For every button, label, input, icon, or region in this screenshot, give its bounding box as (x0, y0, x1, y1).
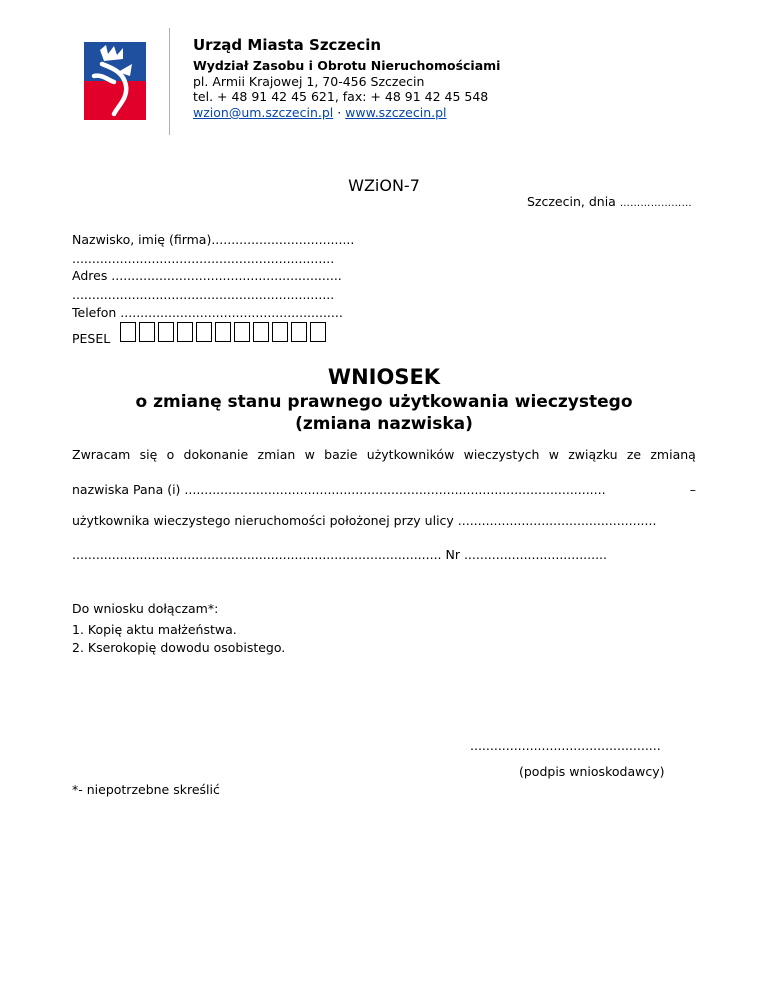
website-link[interactable]: www.szczecin.pl (345, 105, 447, 120)
body-word: Zwracam (72, 447, 131, 462)
org-contact-links (193, 105, 447, 120)
pesel-digit-box[interactable] (234, 322, 250, 342)
header-divider (169, 28, 170, 135)
address-field: Adres .......................................................... (72, 268, 342, 283)
signature-line: ................................................ (470, 738, 661, 753)
org-name: Urząd Miasta Szczecin (193, 36, 382, 54)
pesel-digit-box[interactable] (158, 322, 174, 342)
pesel-label: PESEL (72, 331, 111, 346)
body-line-2 (72, 482, 696, 497)
body-word: wieczystych (463, 447, 540, 462)
form-code: WZiON-7 (348, 176, 420, 195)
pesel-digit-box[interactable] (196, 322, 212, 342)
pesel-digit-box[interactable] (291, 322, 307, 342)
pesel-digit-box[interactable] (310, 322, 326, 342)
email-link[interactable]: wzion@um.szczecin.pl (193, 105, 334, 120)
signature-label: (podpis wnioskodawcy) (519, 764, 665, 779)
body-line-3: użytkownika wieczystego nieruchomości położonej przy ulicy .................................................. (72, 513, 657, 528)
org-address: pl. Armii Krajowej 1, 70-456 Szczecin (193, 74, 425, 89)
body-word: o (166, 447, 175, 462)
attachment-item: 1. Kopię aktu małżeństwa. (72, 622, 237, 637)
body-word: w (304, 447, 315, 462)
pesel-digit-box[interactable] (272, 322, 288, 342)
pesel-digit-box[interactable] (177, 322, 193, 342)
body-line-4: ............................................................................................. Nr .................................... (72, 547, 608, 562)
body-line-1 (72, 447, 696, 462)
body-word: w (548, 447, 559, 462)
org-phone-fax: tel. + 48 91 42 45 621, fax: + 48 91 42 45 548 (193, 89, 489, 104)
document-title: WNIOSEK (327, 365, 441, 389)
name-field-continuation: .................................................................. (72, 251, 335, 266)
body-word: się (139, 447, 158, 462)
pesel-digit-box[interactable] (253, 322, 269, 342)
body-word: zmian (257, 447, 296, 462)
body-word: zmianą (650, 447, 696, 462)
pesel-boxes (120, 322, 326, 342)
body-word: ze (626, 447, 642, 462)
body-word: związku (568, 447, 618, 462)
date-dots: ………………… (619, 198, 692, 209)
pesel-digit-box[interactable] (120, 322, 136, 342)
phone-field: Telefon ........................................................ (72, 305, 343, 320)
body-word: dokonanie (183, 447, 249, 462)
attachment-item: 2. Kserokopię dowodu osobistego. (72, 640, 286, 655)
department-name: Wydział Zasobu i Obrotu Nieruchomościami (193, 58, 501, 73)
document-subtitle-2: (zmiana nazwiska) (295, 414, 473, 434)
body-word: użytkowników (366, 447, 455, 462)
link-separator: · (333, 105, 346, 120)
pesel-digit-box[interactable] (215, 322, 231, 342)
name-field: Nazwisko, imię (firma).................................... (72, 232, 355, 247)
address-field-continuation: .................................................................. (72, 287, 335, 302)
date-field (527, 194, 692, 209)
date-label: Szczecin, dnia (527, 194, 620, 209)
footnote: *- niepotrzebne skreślić (72, 782, 220, 797)
body-line-2-dash: – (689, 482, 696, 497)
szczecin-logo-icon (84, 42, 146, 120)
body-line-2-text: nazwiska Pana (i) .......................................................................................................... (72, 482, 606, 497)
pesel-digit-box[interactable] (139, 322, 155, 342)
document-subtitle: o zmianę stanu prawnego użytkowania wieczystego (135, 392, 633, 412)
body-word: bazie (324, 447, 358, 462)
attachments-heading: Do wniosku dołączam*: (72, 601, 219, 616)
